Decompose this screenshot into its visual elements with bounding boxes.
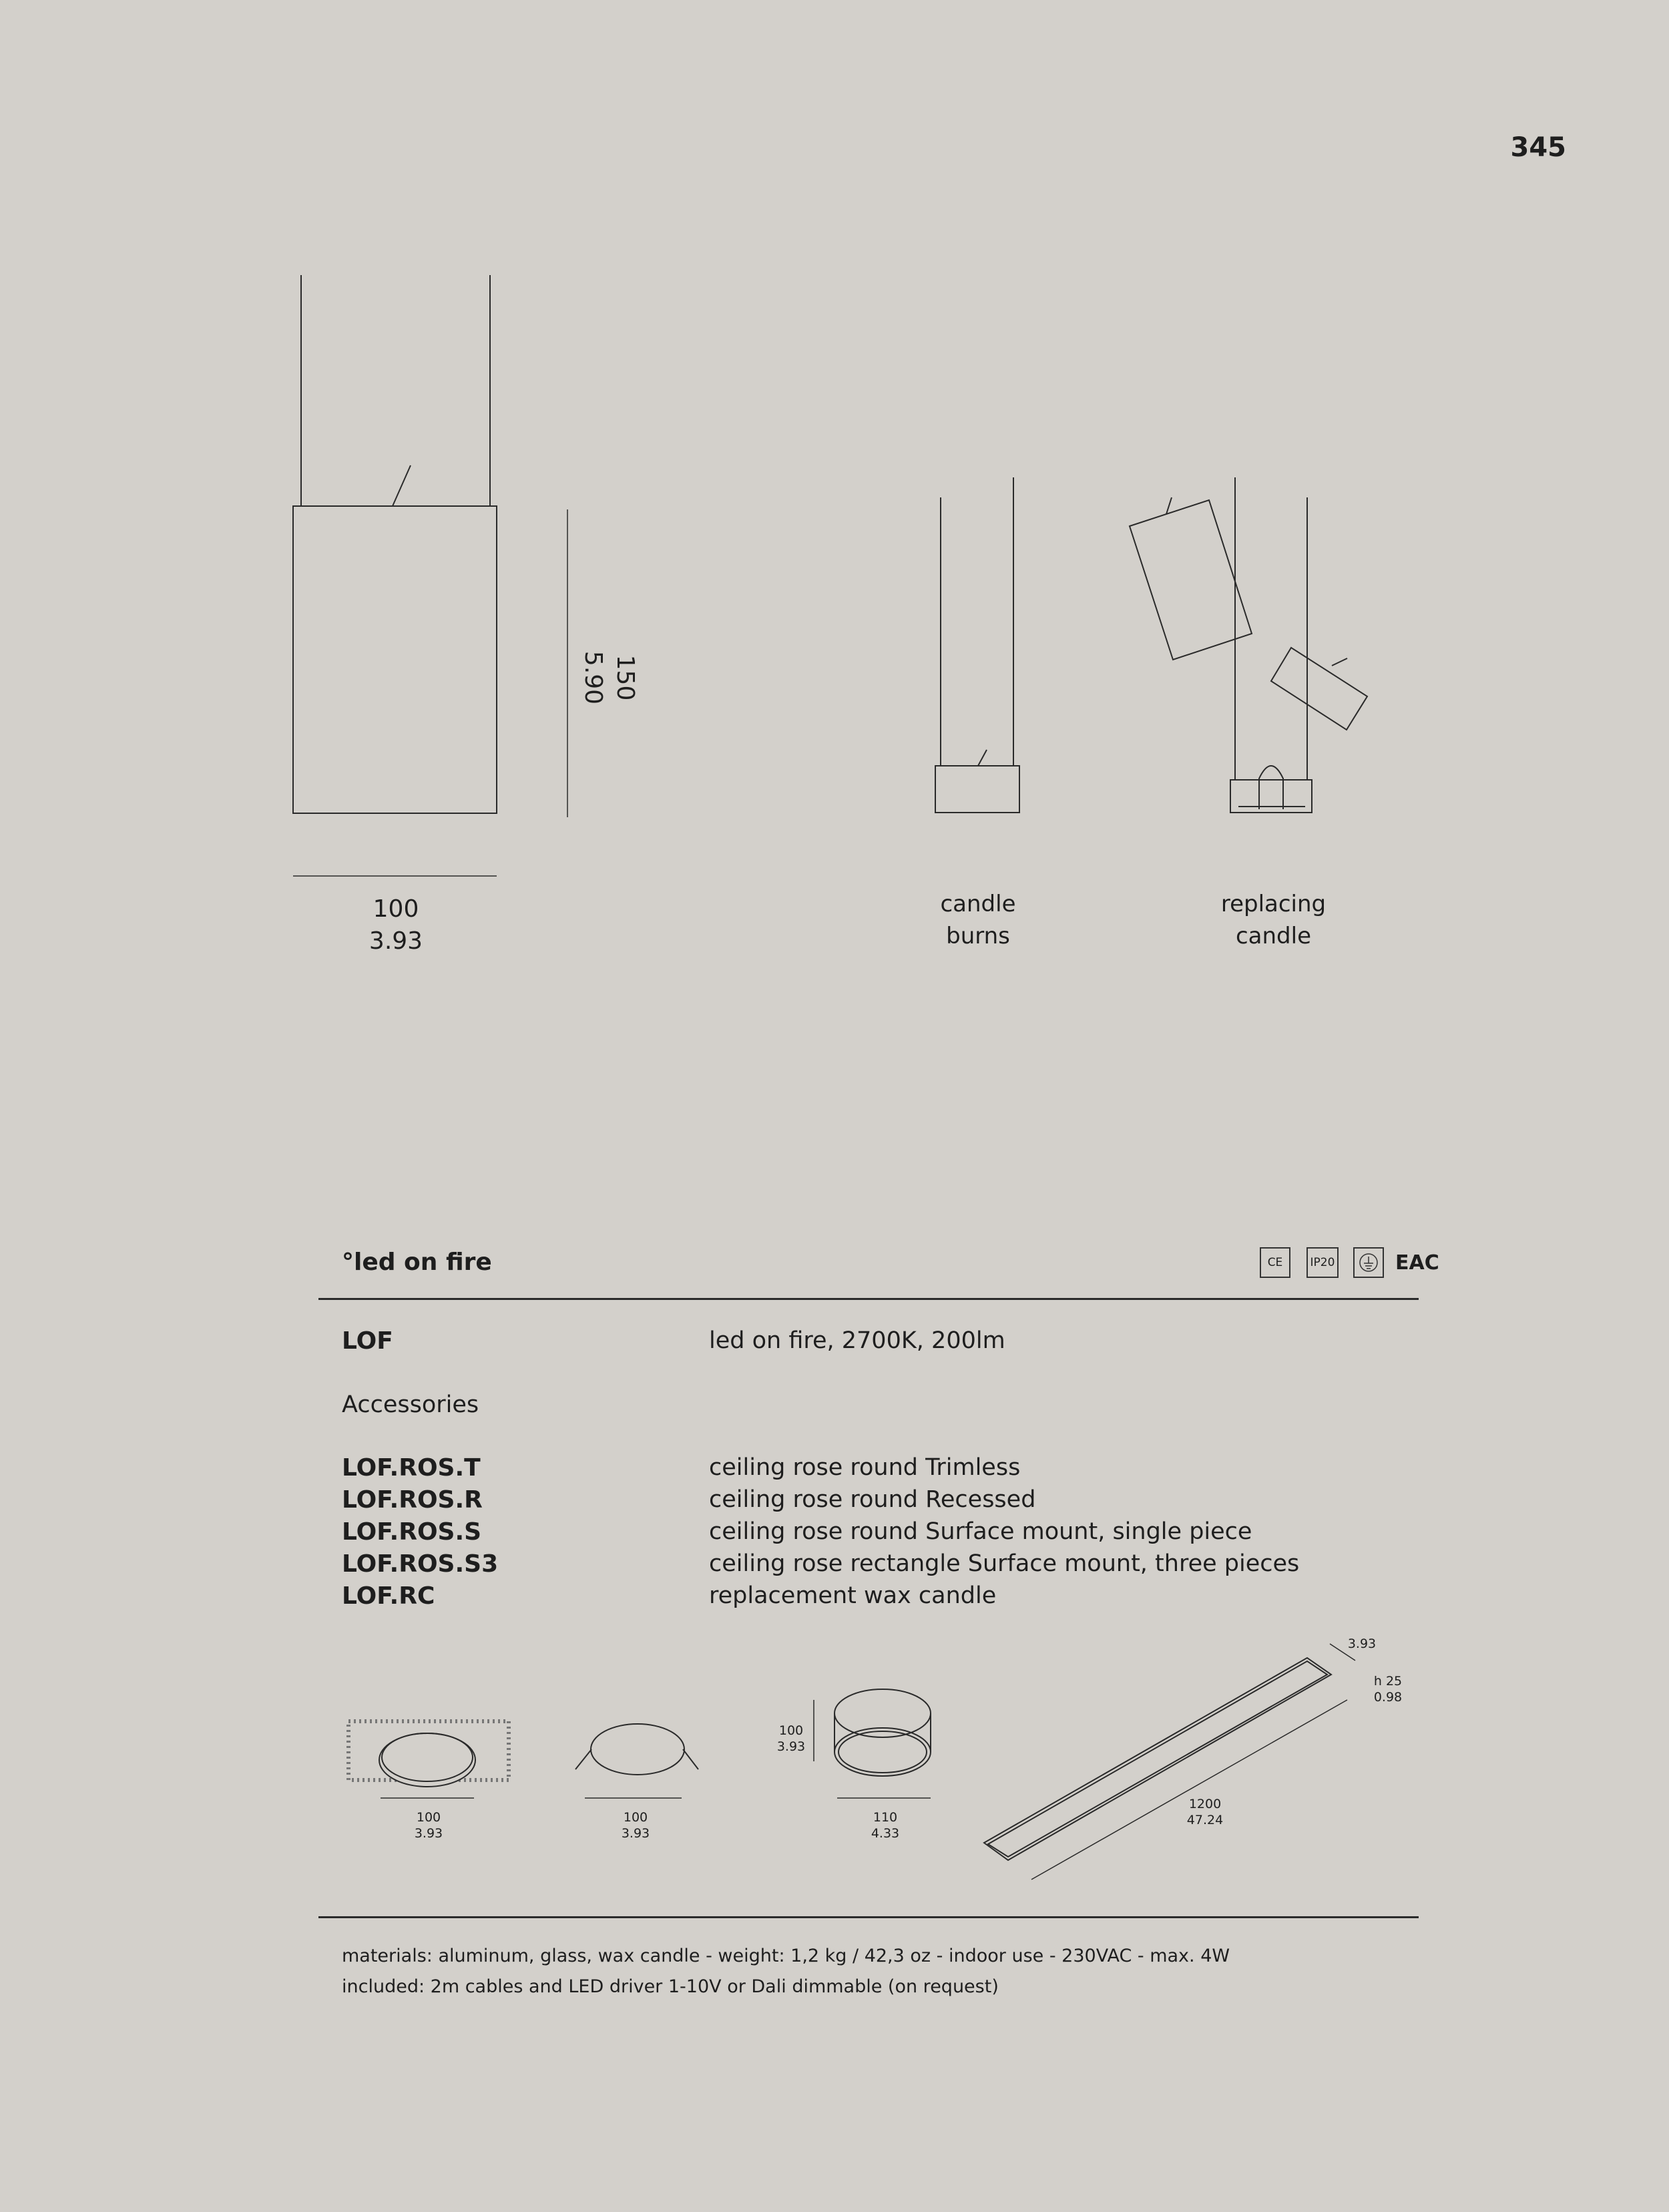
recessed-rose-drawing [575, 1724, 698, 1798]
main-product-row [342, 1327, 1410, 1359]
accessories-heading: Accessories [342, 1391, 479, 1418]
dim-in: 3.93 [621, 1826, 650, 1841]
dim-mm: 110 [873, 1810, 898, 1825]
main-height-mm: 150 [612, 654, 639, 701]
dim-mm: 100 [623, 1810, 648, 1825]
accessory-code: LOF.ROS.S [342, 1518, 482, 1546]
caption-line: candle [940, 891, 1016, 917]
rectangle-rose-drawing [984, 1644, 1355, 1879]
main-width-mm: 100 [373, 895, 419, 923]
accessory-code: LOF.ROS.T [342, 1454, 481, 1482]
caption-line: candle [1235, 923, 1312, 949]
dim-in: 3.93 [414, 1826, 443, 1841]
main-lamp-drawing [293, 275, 567, 876]
trimless-dimension [395, 1809, 462, 1841]
candle-burns-drawing [935, 477, 1019, 813]
materials-text: materials: aluminum, glass, wax candle - weight: 1,2 kg / 42,3 oz - indoor use - 230VAC - max. 4W [342, 1946, 1230, 1966]
product-title: °led on fire [342, 1249, 492, 1276]
rect-length-dimension [1172, 1796, 1238, 1828]
dim-in: 47.24 [1186, 1813, 1224, 1827]
surface-rose-drawing [814, 1689, 931, 1798]
accessory-description: replacement wax candle [709, 1582, 997, 1609]
accessory-description: ceiling rose rectangle Surface mount, three pieces [709, 1550, 1300, 1577]
dim-mm: h 25 [1373, 1674, 1403, 1689]
trimless-rose-drawing [348, 1721, 509, 1798]
dim-mm: 100 [778, 1723, 804, 1738]
main-height-dimension [567, 621, 641, 734]
rect-height-dimension [1365, 1673, 1411, 1705]
main-width-dimension [342, 893, 449, 957]
accessory-code: LOF.ROS.R [342, 1486, 483, 1514]
accessory-description: ceiling rose round Recessed [709, 1486, 1036, 1513]
accessory-row [342, 1454, 1410, 1486]
accessory-row [342, 1582, 1410, 1614]
accessory-description: ceiling rose round Surface mount, single piece [709, 1518, 1252, 1545]
candle-burns-caption [915, 888, 1041, 952]
eac-mark-icon: EAC [1395, 1251, 1439, 1275]
ground-class-icon [1353, 1247, 1384, 1278]
dim-in: 3.93 [776, 1739, 806, 1754]
dim-in: 3.93 [1347, 1636, 1377, 1651]
product-description: led on fire, 2700K, 200lm [709, 1327, 1005, 1354]
caption-line: replacing [1220, 891, 1327, 917]
dim-mm: 1200 [1188, 1797, 1222, 1811]
accessory-row [342, 1518, 1410, 1550]
accessory-description: ceiling rose round Trimless [709, 1454, 1021, 1481]
rect-width-dimension [1342, 1636, 1382, 1652]
accessory-code: LOF.ROS.S3 [342, 1550, 499, 1578]
main-height-in: 5.90 [579, 650, 607, 705]
accessory-code: LOF.RC [342, 1582, 435, 1610]
footer-divider [318, 1916, 1419, 1918]
product-code: LOF [342, 1327, 393, 1355]
ce-mark-icon: CE [1260, 1247, 1290, 1278]
recessed-dimension [602, 1809, 669, 1841]
dim-mm: 100 [416, 1810, 441, 1825]
main-width-in: 3.93 [369, 927, 423, 955]
dim-in: 0.98 [1373, 1690, 1403, 1705]
page-number: 345 [1510, 132, 1566, 163]
ip20-icon: IP20 [1306, 1247, 1339, 1278]
header-divider [318, 1298, 1419, 1300]
replacing-candle-drawing [1130, 477, 1367, 813]
dim-in: 4.33 [871, 1826, 900, 1841]
accessory-row [342, 1550, 1410, 1582]
surface-width-dimension [852, 1809, 919, 1841]
caption-line: burns [946, 923, 1010, 949]
replacing-candle-caption [1202, 888, 1345, 952]
included-text: included: 2m cables and LED driver 1-10V or Dali dimmable (on request) [342, 1976, 999, 1997]
accessory-row [342, 1486, 1410, 1518]
surface-height-dimension [771, 1723, 811, 1755]
ground-symbol-icon [1357, 1251, 1380, 1274]
